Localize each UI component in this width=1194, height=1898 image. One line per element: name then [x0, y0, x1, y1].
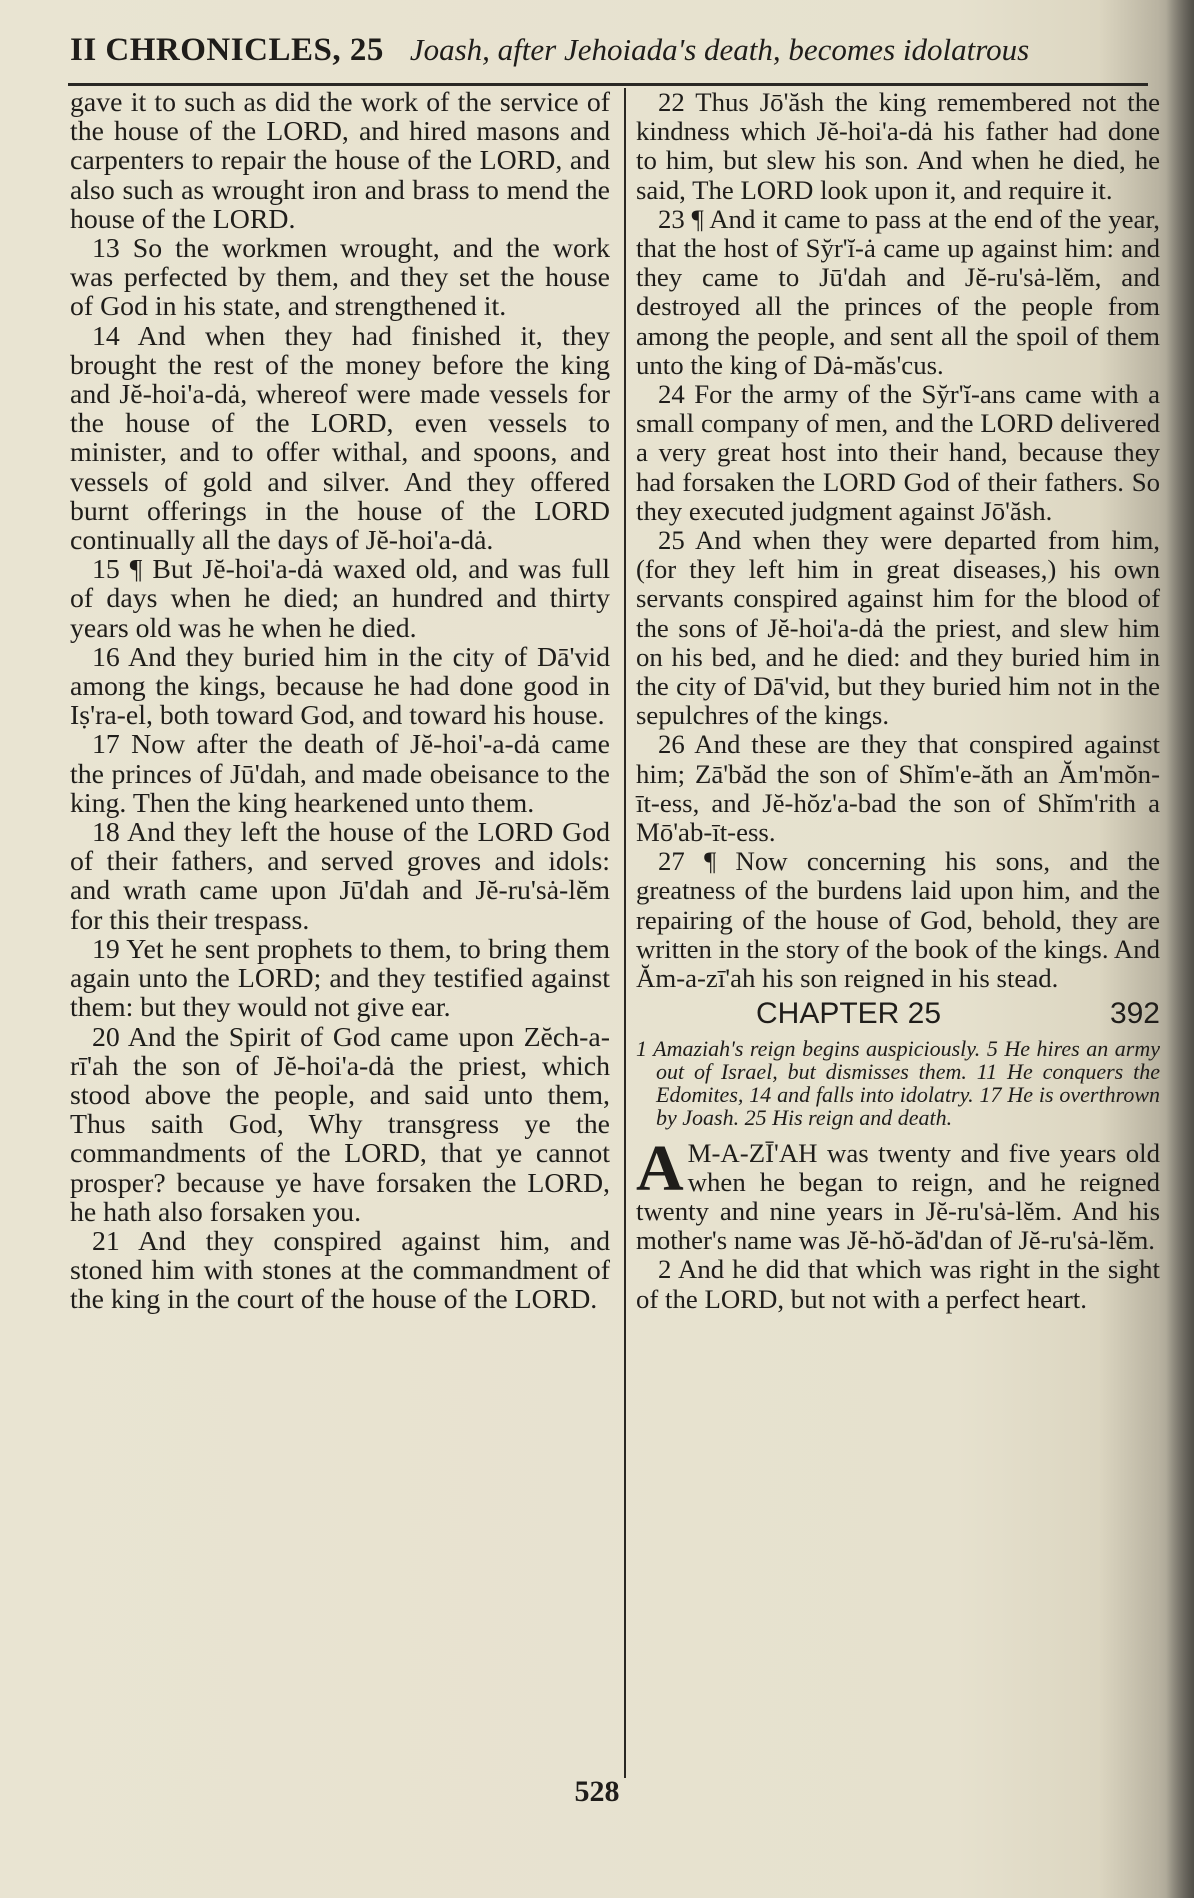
verse-text: 19 Yet he sent prophets to them, to bring them again unto the LORD; and they testified against them: but they would not give ear.	[70, 933, 610, 1024]
drop-cap: A	[636, 1131, 684, 1205]
page-edge-shadow	[1166, 0, 1194, 1898]
verse-text: 23 ¶ And it came to pass at the end of the year, that the host of Sy̆r'ĭ-ȧ came up against him: and they came to Jū'dah and Jĕ-ru'sȧ-lĕm, and destroyed all the princes of the people from among the people, and sent all the spoil of them unto the king of Dȧ-măs'cus.	[636, 203, 1160, 380]
verse-text: 27 ¶ Now concerning his sons, and the greatness of the burdens laid upon him, and the repairing of the house of God, behold, they are written in the story of the book of the kings. And Ăm-a-zī'ah his son reigned in his stead.	[636, 846, 1160, 994]
verse-text: gave it to such as did the work of the service of the house of the LORD, and hired masons and carpenters to repair the house of the LORD, and also such as wrought iron and brass to mend the house of the LORD.	[70, 87, 610, 235]
verse-text: 14 And when they had finished it, they brought the rest of the money before the king and Jĕ-hoi'a-dȧ, whereof were made vessels for the house of the LORD, even vessels to minister, and to offer withal, and spoons, and vessels of gold and silver. And they offered burnt offerings in the house of the LORD continually all the days of Jĕ-hoi'a-dȧ.	[70, 320, 610, 557]
verse-text: 16 And they buried him in the city of Dā'vid among the kings, because he had done good in Iṣ'ra-el, both toward God, and toward his house.	[70, 641, 610, 732]
chapter-heading-line	[636, 997, 1160, 1031]
verse-text: 17 Now after the death of Jĕ-hoi'-a-dȧ came the princes of Jū'dah, and made obeisance to the king. Then the king hearkened unto them.	[70, 729, 610, 819]
verse-text: 26 And these are they that conspired against him; Zā'băd the son of Shĭm'e-ăth an Ăm'mŏn-īt-ess, and Jĕ-hŏz'a-bad the son of Shĭm'rith a Mō'ab-īt-ess.	[636, 729, 1160, 848]
verse-text: 18 And they left the house of the LORD God of their fathers, and served groves and idols: and wrath came upon Jū'dah and Jĕ-ru'sȧ-lĕm for this their trespass.	[70, 817, 610, 936]
book-chapter-label: II CHRONICLES, 25	[70, 32, 384, 68]
verse-text: 15 ¶ But Jĕ-hoi'a-dȧ waxed old, and was full of days when he died; an hundred and thirty years old was he when he died.	[70, 554, 610, 644]
chapter-reference-number: 392	[1109, 997, 1160, 1031]
running-header	[70, 32, 1148, 82]
page-number: 528	[574, 1775, 620, 1808]
column-divider	[624, 88, 626, 1778]
verse-text: 25 And when they were departed from him, (for they left him in great diseases,) his own servants conspired against him for the blood of the sons of Jĕ-hoi'a-dȧ the priest, and slew him on his bed, and he died: and they buried him in the city of Dā'vid, but they buried him not in the sepulchres of the kings.	[636, 525, 1160, 731]
first-verse-text: M-A-ZĪ'AH was twenty and five years old when he began to reign, and he reigned twenty and nine years in Jĕ-ru'sȧ-lĕm. And his mother's name was Jĕ-hŏ-ăd'dan of Jĕ-ru'sȧ-lĕm.	[636, 1137, 1160, 1256]
header-rule	[68, 83, 1148, 86]
right-column	[636, 88, 1160, 1314]
verse-text: 21 And they conspired against him, and stoned him with stones at the commandment of the king in the court of the house of the LORD.	[70, 1225, 610, 1316]
verse-text: 20 And the Spirit of God came upon Zĕch-a-rī'ah the son of Jĕ-hoi'a-dȧ the priest, which stood above the people, and said unto them, Thus saith God, Why transgress ye the commandments of the LORD, that ye cannot prosper? because ye have forsaken the LORD, he hath also forsaken you.	[70, 1021, 610, 1228]
left-column	[70, 88, 610, 1315]
running-title: Joash, after Jehoiada's death, becomes idolatrous	[409, 32, 1030, 67]
first-verse	[636, 1131, 1160, 1256]
verse-text: 22 Thus Jō'ăsh the king remembered not the kindness which Jĕ-hoi'a-dȧ his father had done to him, but slew his son. And when he died, he said, The LORD look upon it, and require it.	[636, 87, 1160, 205]
chapter-heading: CHAPTER 25	[756, 997, 942, 1031]
chapter-summary: 1 Amaziah's reign begins auspiciously. 5 He hires an army out of Israel, but dismisses them. 11 He conquers the Edomites, 14 and falls into idolatry. 17 He is overthrown by Joash. 25 His reign and death.	[636, 1035, 1160, 1130]
verse-text: 2 And he did that which was right in the sight of the LORD, but not with a perfect heart.	[636, 1254, 1160, 1314]
verse-text: 24 For the army of the Sy̆r'ĭ-ans came with a small company of men, and the LORD delivered a very great host into their hand, because they had forsaken the LORD God of their fathers. So they executed judgment against Jō'ăsh.	[636, 379, 1160, 526]
verse-text: 13 So the workmen wrought, and the work was perfected by them, and they set the house of God in his state, and strengthened it.	[70, 233, 610, 323]
